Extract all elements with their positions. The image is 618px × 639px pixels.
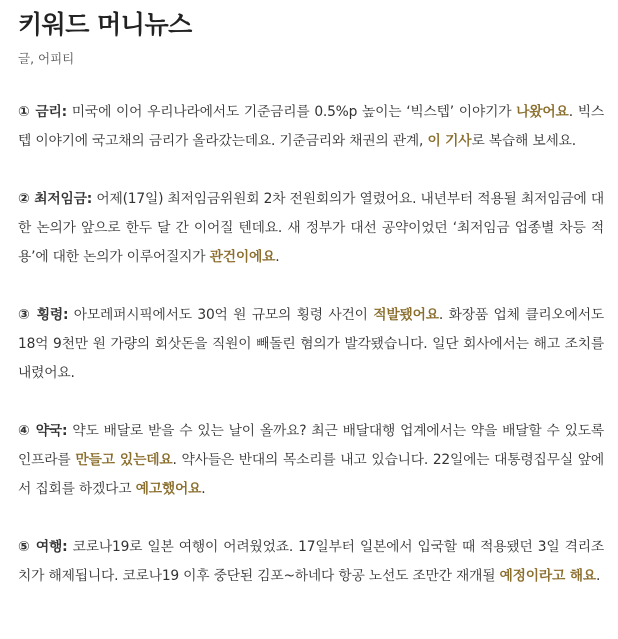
item-text: . <box>201 481 206 497</box>
byline: 글, 어피티 <box>18 51 75 66</box>
item-text: . <box>275 249 280 265</box>
item-text: 아모레퍼시픽에서도 30억 원 규모의 횡령 사건이 <box>68 307 374 323</box>
item-text: 미국에 이어 우리나라에서도 기준금리를 0.5%p 높이는 ‘빅스텝’ 이야기가 <box>66 104 517 120</box>
item-label: ② 최저임금: <box>18 191 93 207</box>
highlight-text: 적발됐어요 <box>373 307 439 323</box>
highlight-text: 예고했어요 <box>135 481 202 497</box>
item-text: . <box>596 568 601 584</box>
item-text: . 빅스텝 이야기에 국고채의 금리가 올라갔는데요. 기준금리와 채권의 관계, <box>18 104 604 149</box>
highlight-text: 관건이에요 <box>209 249 276 265</box>
highlight-text: 만들고 있는데요 <box>75 452 173 468</box>
news-item-embezzlement <box>18 301 604 388</box>
news-item-interest-rate <box>18 98 604 156</box>
article-link[interactable]: 이 기사 <box>427 133 472 149</box>
news-item-pharmacy <box>18 417 604 504</box>
item-text: 코로나19로 일본 여행이 어려웠었죠. 17일부터 일본에서 입국할 때 적용됐던 3일 격리조치가 해제됩니다. 코로나19 이후 중단된 김포~하네다 항공 노선도 조만간 재개될 <box>18 539 604 584</box>
news-item-minimum-wage <box>18 185 604 272</box>
item-label: ⑤ 여행: <box>18 539 68 555</box>
item-label: ① 금리: <box>18 104 67 120</box>
highlight-text: 나왔어요 <box>516 104 569 120</box>
item-label: ④ 약국: <box>18 423 68 439</box>
item-text: 로 복습해 보세요. <box>471 133 576 149</box>
item-text: 약도 배달로 받을 수 있는 날이 올까요? 최근 배달대행 업계에서는 약을 배달할 수 있도록 인프라를 <box>18 423 604 468</box>
news-item-travel <box>18 533 604 591</box>
highlight-text: 예정이라고 해요 <box>499 568 597 584</box>
item-text: 어제(17일) 최저임금위원회 2차 전원회의가 열렸어요. 내년부터 적용될 최저임금에 대한 논의가 앞으로 한두 달 간 이어질 텐데요. 새 정부가 대선 공약이었던 ‘최저임금 업종별 차등 적용’에 대한 논의가 이루어질지가 <box>18 191 604 265</box>
news-list <box>18 98 604 591</box>
item-text: . 화장품 업체 클리오에서도 18억 9천만 원 가량의 회삿돈을 직원이 빼돌린 혐의가 발각됐습니다. 일단 회사에서는 해고 조치를 내렸어요. <box>18 307 604 381</box>
item-text: . 약사들은 반대의 목소리를 내고 있습니다. 22일에는 대통령집무실 앞에서 집회를 하겠다고 <box>18 452 605 497</box>
page-title: 키워드 머니뉴스 <box>18 10 192 39</box>
item-label: ③ 횡령: <box>18 307 69 323</box>
